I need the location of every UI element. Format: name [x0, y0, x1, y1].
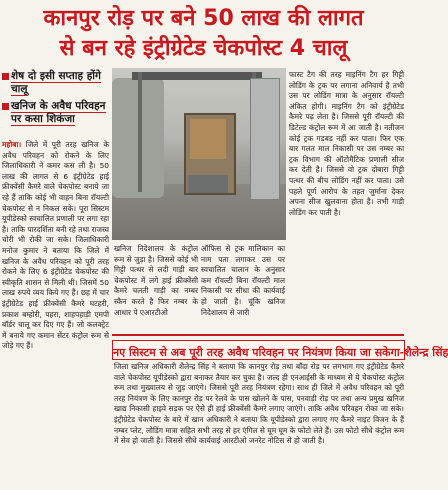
headline-line1: कानपुर रोड़ पर बने 50 लाख की लागत	[43, 6, 364, 31]
bullet-square-icon	[2, 73, 9, 80]
bullet-text: शेष दो इसी सप्ताह होंगे चालू	[11, 70, 101, 95]
headline-line2: से बन रहे इंट्रीग्रेटेड चेकपोस्ट 4 चालू	[59, 36, 348, 61]
column-text: खनिज निदेशालय के कंट्रोल रूम से जुड़ा है। जिससे कोई भी गिट्टी पत्थर से लदी गाड़ी बार चेकपोस्ट में लगे हाई फ्रीक्वेंसी कैमरे चलती गाड़ी का नम्बर स्कैन करते है फिर नम्बर के आधार पे एआरटीओ	[114, 244, 198, 317]
bullet-text: खनिज के अवैध परिवहन पर कसा शिकंजा	[11, 100, 106, 125]
article-column-3	[201, 244, 285, 332]
column-text: ऑफिस से ट्रक मालिकान का नाम पता लगाकर उस पर स्वचालित चालान के अनुसार कम रॉयल्टी बिना रॉयल्टी माल निकासी पर सीधा की कार्यवाई हो जाती है। चूंकि खनिज निदेशालय से जारी	[201, 244, 285, 317]
dateline: महोबा।	[2, 140, 22, 149]
article-column-4	[289, 70, 404, 334]
truck-image	[184, 113, 236, 195]
bullet-square-icon	[2, 103, 9, 110]
article-bottom-text	[114, 362, 404, 488]
column-text: जिला खनिज अधिकारी शैलेन्द्र सिंह ने बताया कि कानपुर रोड़ तथा बाँदा रोड़ पर लगभाग गए इंट्रीग्रेटेड कैमरे वाले चेकपोस्ट यूपीडेस्को द्वारा बनाकर तैयार कर चुका है। जल्द ही एनआईसी के माध्यम से ये चेकपोस्ट कंट्रोल रूम तथा मुख्यालय से जुड़ जाएंगे। जिससे पूरी तरह नियंत्रण रहेगा। साथ ही जिले में अवैध परिवहन को पूरी तरह नियंत्रण के लिए कानपुर रोड़ पर रेलवे के पास खोलने के पास, पनवाड़ी रोड़ पर तथा अन्य प्रमुख खनिज खाद्य निकासी हाइवे सड़क पर ऐसे ही हाई फ्रीक्वेंसी कैमरे लगाए जाएंगे। ताकि अवैध परिवहन रोका जा सके। इंट्रीग्रेटेड चेकपोस्ट के बारे में खान अधिकारी ने बताया कि यूपीडेस्को द्वारा लगाए गए कैमरे नाइट विजन के हैं नम्बर प्लेट, लोडिंग मात्रा सहित सभी तरह से हर एंगिल से घूम घूम के फोटो लेते हैं। उस फोटो सीधे कंट्रोल रूम में सेव हो जाती है। जिससे सीधे कार्यवाई आरटीओ जनरेट नोटिस से हो जाती है।	[114, 362, 404, 446]
subheadline	[112, 340, 448, 360]
headline	[0, 0, 407, 68]
checkpost-photo	[112, 68, 286, 240]
subheadline-text: नए सिस्टम से अब पूरी तरह अवैध परिवहन पर नियंत्रण किया जा सकेगा-शैलेन्द्र सिंह	[113, 346, 448, 359]
article-column-2	[114, 244, 198, 332]
column-text: फास्ट टैग की तरह माइनिंग टैग हर गिट्टी लोडिंग के ट्रक पर लगाना अनिवार्य है तभी उस पर लोडिंग मात्रा के अनुसार रॉयल्टी अंकित होगी। माइनिंग टैग को इंट्रीग्रेटेड कैमरे पढ़ लेता है। जिससे पूरी रॉयल्टी की डिटेल्ड कंट्रोल रूम में आ जाती है। नतीजन कोई ट्रक गड़बड़ नहीं कर पाता। फिर एक बार गलत माल निकासी पर उस नम्बर का ट्रक विभाग की ऑटोमैटिक प्रणाली सीज कर देती है। जिससे वो ट्रक दोबारा गिट्टी पत्थर की बीच लोडिंग नहीं कर पाता। उसे पहले पूर्ण आरोप के तहत जुर्माना देकर अपना सीज खुलवाना होता है। तभी गाड़ी लोडिंग कर पाती है।	[289, 70, 404, 217]
summary-bullets	[2, 70, 112, 130]
article-column-1	[2, 140, 109, 488]
bullet-item	[2, 100, 112, 126]
divider	[112, 334, 404, 336]
column-text: जिले में पूरी तरह खनिज के अवैध परिवहन को रोकने के लिए जिलाधिकारी ने कमर कस ली है। 50 लाख की लागत से 6 इंट्रीग्रेटेड हाई फ्रीक्वेंसी कैमरे वाले चेकपोस्ट बनाये जा रहे हैं ताकि कोई भी वाहन बिना रॉयल्टी चेकपोस्ट से न निकल सके। पूरा सिस्टम यूपीडेस्को स्वचालित प्रणाली पर लगा रहा है। ताकि पारदर्शिता बनी रहे तथा राजस्व चोरी भी रोकी जा सके। जिलाधिकारी मनोज कुमार ने बताया कि जिले में खनिज के अवैध परिवहन को पूरी तरह रोकने के लिए 6 इंट्रीग्रेटेड चेकपोस्ट की स्वीकृति शासन से मिली थी। जिसमें 50 लाख रुपये व्यय किये गए हैं। छह में चार इंट्रीग्रेटेड हाई फ्रीक्वेंसी कैमरे घटहरी, प्रकाश बम्होरी, पहरा, शाहपहाड़ी एमपी बॉर्डर चालू कर दिए गए हैं। जो कलक्ट्रेट में बनाये गए कमान सेंटर कंट्रोल रूम से जोड़े गए हैं।	[2, 140, 109, 351]
bullet-item	[2, 70, 112, 96]
